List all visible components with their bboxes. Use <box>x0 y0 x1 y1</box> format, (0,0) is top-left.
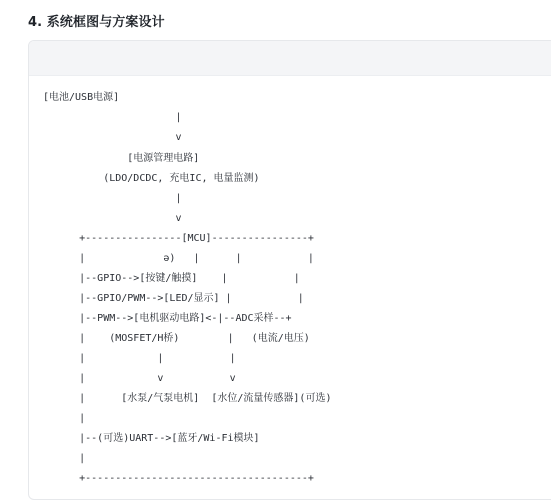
diagram-line: |--PWM-->[电机驱动电路]<-|--ADC采样--+ <box>43 313 292 324</box>
diagram-line: | <box>43 112 182 123</box>
diagram-line: | [水泵/气泵电机] [水位/流量传感器](可选) <box>43 393 332 404</box>
diagram-line: |--(可选)UART-->[蓝牙/Wi-Fi模块] <box>43 433 260 444</box>
diagram-line: v <box>43 132 182 143</box>
diagram-line: | <box>43 413 86 424</box>
section-heading: 4. 系统框图与方案设计 <box>28 15 165 30</box>
system-block-diagram[interactable] <box>29 75 551 499</box>
diagram-line: |--GPIO-->[按键/触摸] | | <box>43 273 300 284</box>
diagram-line: | <box>43 453 86 464</box>
diagram-line: +-------------------------------------+ <box>43 473 314 484</box>
code-block-header <box>29 41 551 76</box>
code-block <box>28 40 551 500</box>
diagram-line: | <box>43 193 182 204</box>
diagram-line: v <box>43 213 182 224</box>
diagram-line: [电池/USB电源] <box>43 92 120 103</box>
diagram-line: | (MOSFET/H桥) | (电流/电压) <box>43 333 310 344</box>
diagram-line: | ə) | | | <box>43 253 314 264</box>
diagram-line: | v v <box>43 373 236 384</box>
diagram-line: (LDO/DCDC, 充电IC, 电量监测) <box>43 173 260 184</box>
diagram-line: | | | <box>43 353 236 364</box>
diagram-line: +----------------[MCU]----------------+ <box>43 233 314 244</box>
diagram-line: [电源管理电路] <box>43 153 200 164</box>
diagram-line: |--GPIO/PWM-->[LED/显示] | | <box>43 293 304 304</box>
